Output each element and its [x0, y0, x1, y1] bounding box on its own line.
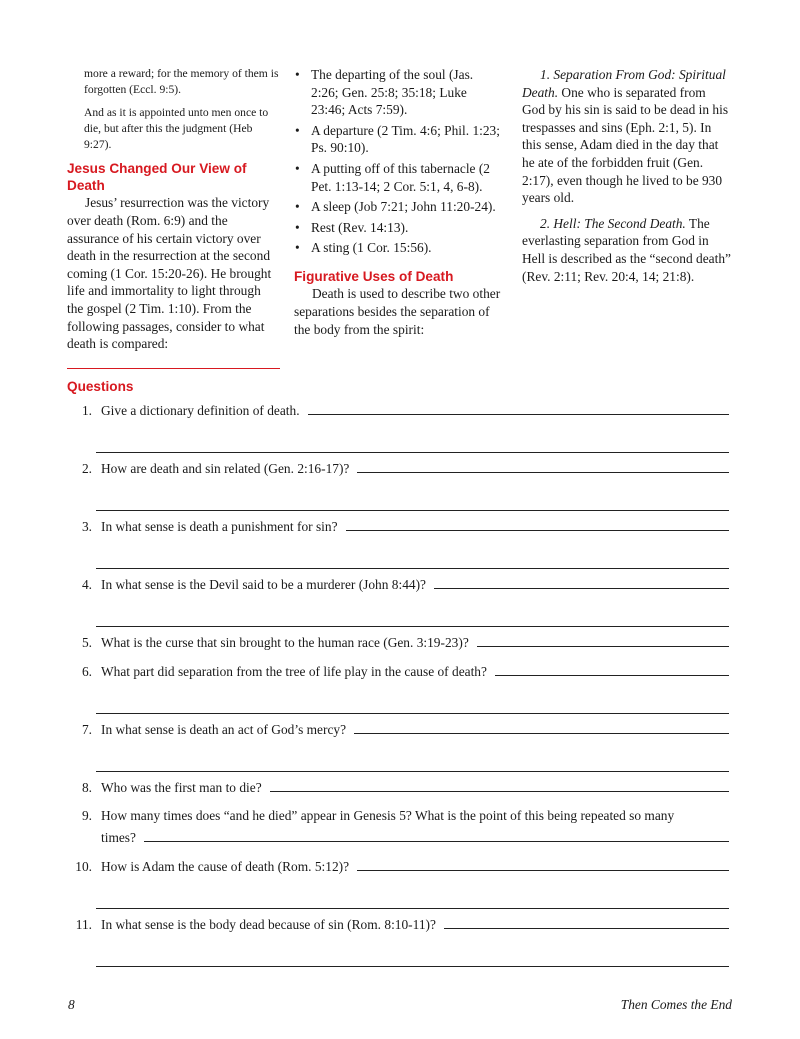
question-10 — [67, 857, 729, 909]
question-text: In what sense is death an act of God’s mercy? — [101, 722, 347, 737]
page-number: 8 — [68, 997, 75, 1012]
section-heading-jesus-changed-view: Jesus Changed Our View of Death — [67, 161, 247, 193]
right-column — [522, 66, 732, 285]
spiritual-death-title: 1. Separation From God: Spiritual Death. — [522, 67, 726, 100]
quote-eccl: more a reward; for the memory of them is forgotten (Eccl. 9:5). — [84, 67, 279, 97]
question-text: In what sense is the body dead because of sin (Rom. 8:10-11)? — [101, 917, 436, 932]
question-number: 2. — [81, 461, 92, 476]
answer-blank[interactable] — [144, 840, 729, 842]
question-number: 11. — [75, 917, 92, 932]
answer-line[interactable] — [96, 594, 729, 627]
question-9 — [67, 806, 729, 847]
answer-blank[interactable] — [346, 529, 729, 531]
second-death-paragraph — [522, 215, 732, 285]
question-6 — [67, 662, 729, 714]
list-item: • A putting off of this tabernacle (2 Pet. 1:13-14; 2 Cor. 5:1, 4, 6-8). — [294, 160, 502, 195]
answer-blank[interactable] — [444, 927, 729, 929]
list-item: • The departing of the soul (Jas. 2:26; Gen. 25:8; 35:18; Luke 23:46; Acts 7:59). — [294, 66, 502, 119]
answer-line[interactable] — [96, 536, 729, 569]
question-number: 5. — [81, 635, 92, 650]
question-7 — [67, 720, 729, 772]
left-column — [67, 66, 280, 369]
question-11 — [67, 915, 729, 967]
second-death-text: The everlasting separation from God in Hell is described as the “second death” (Rev. 2:11; Rev. 20:4, 14; 21:8). — [522, 215, 731, 284]
answer-blank[interactable] — [477, 645, 729, 647]
question-text: How many times does “and he died” appear in Genesis 5? What is the point of this being repeated so many — [101, 808, 675, 823]
question-8 — [67, 778, 729, 797]
question-number: 7. — [81, 722, 92, 737]
answer-blank[interactable] — [308, 413, 729, 415]
figurative-paragraph: Death is used to describe two other separations besides the separation of the body from the spirit: — [294, 286, 501, 337]
answer-blank[interactable] — [270, 790, 729, 792]
list-item: • Rest (Rev. 14:13). — [294, 219, 502, 237]
question-text: What is the curse that sin brought to the human race (Gen. 3:19-23)? — [101, 635, 469, 650]
answer-line[interactable] — [96, 478, 729, 511]
question-number: 10. — [75, 859, 92, 874]
answer-line[interactable] — [96, 681, 729, 714]
section-divider — [67, 368, 280, 369]
answer-blank[interactable] — [357, 869, 729, 871]
answer-line[interactable] — [96, 420, 729, 453]
question-number: 6. — [81, 664, 92, 679]
list-item: • A sleep (Job 7:21; John 11:20-24). — [294, 198, 502, 216]
question-text-continued: times? — [101, 830, 136, 845]
answer-blank[interactable] — [354, 732, 729, 734]
question-4 — [67, 575, 729, 627]
question-1 — [67, 401, 729, 453]
list-item: • A departure (2 Tim. 4:6; Phil. 1:23; Ps. 90:10). — [294, 122, 502, 157]
list-item: • A sting (1 Cor. 15:56). — [294, 239, 502, 257]
middle-column — [294, 66, 502, 338]
question-text: In what sense is death a punishment for sin? — [101, 519, 338, 534]
spiritual-death-text: One who is separated from God by his sin is said to be dead in his trespasses and sins (Eph. 2:1, 5). In this sense, Adam died in the day that he ate of the forbidden fruit (Gen. 2:17), even though he lived to be 930 years old. — [522, 84, 729, 206]
question-number: 8. — [81, 780, 92, 795]
question-5 — [67, 633, 729, 652]
book-title: Then Comes the End — [620, 997, 732, 1012]
answer-line[interactable] — [96, 876, 729, 909]
question-number: 1. — [81, 403, 92, 418]
second-death-title: 2. Hell: The Second Death. — [540, 215, 686, 231]
question-text: Give a dictionary definition of death. — [101, 403, 300, 418]
question-number: 3. — [81, 519, 92, 534]
resurrection-paragraph: Jesus’ resurrection was the victory over death (Rom. 6:9) and the assurance of his certain victory over death in the resurrection at the second coming (1 Cor. 15:20-26). He brought life and immortality to light through the gospel (2 Tim. 1:10). From the following passages, consider to what death is compared: — [67, 195, 272, 352]
section-heading-figurative-uses: Figurative Uses of Death — [294, 268, 454, 284]
question-text: What part did separation from the tree of life play in the cause of death? — [101, 664, 487, 679]
answer-blank[interactable] — [357, 471, 729, 473]
question-2 — [67, 459, 729, 511]
question-text: Who was the first man to die? — [101, 780, 262, 795]
question-number: 9. — [81, 808, 92, 823]
question-text: In what sense is the Devil said to be a murderer (John 8:44)? — [101, 577, 427, 592]
question-text: How are death and sin related (Gen. 2:16-17)? — [101, 461, 350, 476]
question-number: 4. — [81, 577, 92, 592]
death-comparisons-list — [294, 66, 502, 257]
question-text: How is Adam the cause of death (Rom. 5:12)? — [101, 859, 350, 874]
answer-blank[interactable] — [495, 674, 729, 676]
questions-heading: Questions — [67, 379, 134, 394]
answer-blank[interactable] — [434, 587, 729, 589]
question-3 — [67, 517, 729, 569]
answer-line[interactable] — [96, 934, 729, 967]
quote-heb: And as it is appointed unto men once to die, but after this the judgment (Heb 9:27). — [84, 105, 269, 152]
answer-line[interactable] — [96, 739, 729, 772]
spiritual-death-paragraph — [522, 66, 732, 207]
